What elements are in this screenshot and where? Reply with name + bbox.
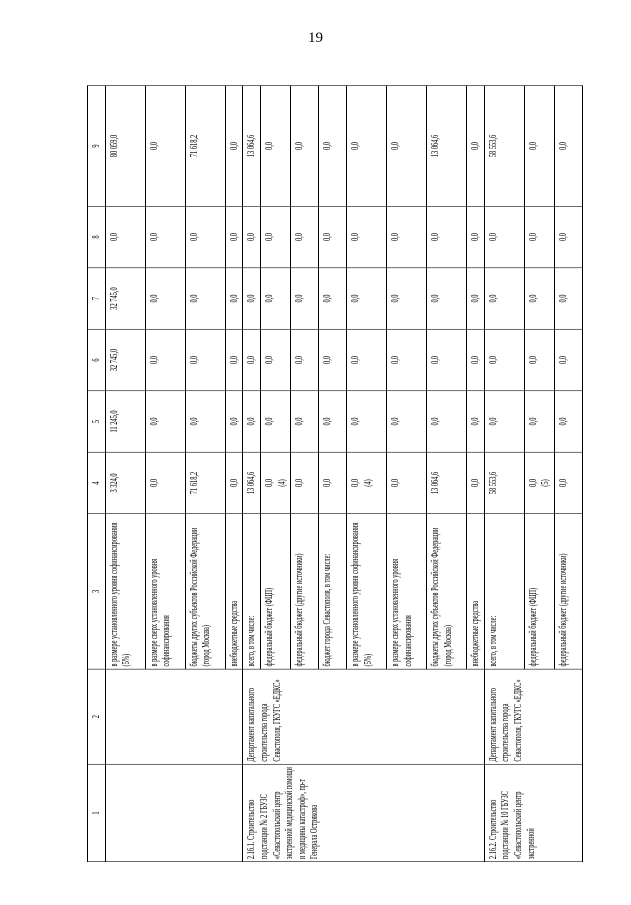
executor-cell: Департамент капитального строительства города Севастополя, ГКУГС «ЕДКС»	[243, 669, 485, 764]
footnote-ref: (5)	[539, 479, 552, 487]
table-row	[105, 86, 145, 862]
value-cell: 0,0	[243, 329, 261, 390]
value-cell: 0,0	[524, 268, 554, 329]
value-cell: 58 553,6	[484, 452, 524, 513]
column-header: 5	[88, 391, 106, 452]
value-cell: 0,0	[225, 391, 243, 452]
value-cell: 0,0	[467, 329, 485, 390]
value-cell: 0,0	[555, 86, 583, 207]
value-cell: 0,0	[427, 268, 467, 329]
value-cell: 0,0	[260, 268, 290, 329]
object-cell: 2.16.2. Строительство подстанции № 10 ГБУЗС «Севастопольский центр экстренной	[484, 764, 582, 861]
value-cell: 71 618,2	[185, 86, 225, 207]
value-cell: 0,0	[467, 391, 485, 452]
value-cell: 58 553,6	[484, 86, 524, 207]
column-header: 2	[88, 669, 106, 764]
value-cell: 0,0	[260, 391, 290, 452]
source-cell: всего, в том числе:	[484, 514, 524, 669]
value-cell: 71 618,2	[185, 452, 225, 513]
value-cell: 0,0	[291, 452, 319, 513]
value-cell: 0,0	[524, 391, 554, 452]
table-row	[243, 86, 261, 862]
value-cell: 0,0	[524, 206, 554, 267]
source-cell: бюджет города Севастополя, в том числе:	[319, 514, 347, 669]
value-cell: 0,0	[260, 86, 290, 207]
value-cell: 0,0	[467, 452, 485, 513]
source-cell: бюджеты других субъектов Российской Федерации (город Москва)	[427, 514, 467, 669]
value-cell: 0,0	[243, 391, 261, 452]
value-cell: 0,0	[347, 391, 387, 452]
value-text: 0,0	[526, 478, 539, 487]
value-cell: 0,0	[319, 329, 347, 390]
column-header: 1	[88, 764, 106, 861]
column-header: 3	[88, 514, 106, 669]
value-cell: 0,0	[387, 268, 427, 329]
value-cell: 0,0	[145, 268, 185, 329]
budget-table	[87, 85, 583, 862]
value-cell: 0,0	[291, 268, 319, 329]
value-cell: 0,0	[185, 268, 225, 329]
value-cell: 13 064,6	[243, 86, 261, 207]
rotated-table-area	[87, 86, 570, 862]
value-cell: 0,0	[260, 329, 290, 390]
value-text: 0,0	[262, 478, 275, 487]
value-cell: 0,0	[555, 329, 583, 390]
value-cell: 0,0	[555, 268, 583, 329]
source-cell: федеральный бюджет (другие источники)	[555, 514, 583, 669]
value-cell	[260, 452, 290, 513]
executor-cell: Департамент капитального строительства города Севастополя, ГКУГС «ЕДКС»	[484, 669, 582, 764]
source-cell: всего, в том числе:	[243, 514, 261, 669]
value-cell: 0,0	[555, 206, 583, 267]
value-cell: 0,0	[291, 329, 319, 390]
value-cell: 0,0	[387, 452, 427, 513]
value-cell: 0,0	[243, 268, 261, 329]
source-cell: внебюджетные средства	[467, 514, 485, 669]
value-cell: 0,0	[319, 268, 347, 329]
object-cell: 2.16.1. Строительство подстанции № 2 ГБУЗС «Севастопольский центр экстренной медицинской помощи и медицины катастроф», пр-т Генерала Острякова	[243, 764, 485, 861]
source-cell: в размере сверх установленного уровня софинансирования	[387, 514, 427, 669]
value-cell: 0,0	[319, 452, 347, 513]
value-text: 0,0	[349, 478, 362, 487]
value-cell: 0,0	[427, 206, 467, 267]
value-cell: 0,0	[225, 329, 243, 390]
value-cell: 0,0	[225, 86, 243, 207]
value-cell: 0,0	[467, 268, 485, 329]
value-cell: 0,0	[387, 329, 427, 390]
value-cell: 0,0	[145, 86, 185, 207]
value-cell: 0,0	[243, 206, 261, 267]
value-cell: 0,0	[427, 329, 467, 390]
value-cell: 0,0	[387, 86, 427, 207]
value-cell: 0,0	[291, 206, 319, 267]
object-cell	[105, 764, 243, 861]
value-cell: 32 745,0	[105, 268, 145, 329]
source-cell: в размере сверх установленного уровня софинансирования	[145, 514, 185, 669]
table-row	[484, 86, 524, 862]
value-cell: 0,0	[145, 391, 185, 452]
value-cell: 13 064,6	[427, 452, 467, 513]
source-cell: в размере установленного уровня софинансирования (5%)	[105, 514, 145, 669]
value-cell: 0,0	[555, 452, 583, 513]
value-cell: 0,0	[145, 206, 185, 267]
value-cell: 0,0	[185, 206, 225, 267]
value-cell: 13 064,6	[427, 86, 467, 207]
value-cell: 0,0	[427, 391, 467, 452]
value-cell: 0,0	[145, 329, 185, 390]
source-cell: федеральный бюджет (ФЦП)	[524, 514, 554, 669]
value-cell: 0,0	[319, 391, 347, 452]
value-cell: 0,0	[260, 206, 290, 267]
value-cell: 0,0	[105, 206, 145, 267]
value-cell: 80 059,0	[105, 86, 145, 207]
value-cell: 0,0	[467, 86, 485, 207]
value-cell: 0,0	[347, 268, 387, 329]
value-cell: 0,0	[387, 206, 427, 267]
value-cell: 3 324,0	[105, 452, 145, 513]
value-cell: 0,0	[524, 86, 554, 207]
column-header: 8	[88, 206, 106, 267]
source-cell: федеральный бюджет (другие источники)	[291, 514, 319, 669]
value-cell: 0,0	[319, 206, 347, 267]
value-cell: 0,0	[484, 206, 524, 267]
value-cell: 0,0	[185, 391, 225, 452]
footnote-ref: (4)	[275, 479, 288, 487]
value-cell: 0,0	[524, 329, 554, 390]
value-cell: 0,0	[347, 206, 387, 267]
value-cell: 0,0	[467, 206, 485, 267]
value-cell: 0,0	[319, 86, 347, 207]
value-cell: 0,0	[225, 206, 243, 267]
column-header: 4	[88, 452, 106, 513]
executor-cell	[105, 669, 243, 764]
value-cell: 0,0	[484, 329, 524, 390]
value-cell: 13 064,6	[243, 452, 261, 513]
value-cell: 0,0	[145, 452, 185, 513]
value-cell	[347, 452, 387, 513]
value-cell: 0,0	[291, 86, 319, 207]
source-cell: бюджеты других субъектов Российской Федерации (город Москва)	[185, 514, 225, 669]
value-cell: 0,0	[387, 391, 427, 452]
column-header: 6	[88, 329, 106, 390]
column-header: 7	[88, 268, 106, 329]
value-cell: 11 245,0	[105, 391, 145, 452]
value-cell: 32 745,0	[105, 329, 145, 390]
column-header: 9	[88, 86, 106, 207]
footnote-ref: (4)	[361, 479, 374, 487]
value-cell: 0,0	[291, 391, 319, 452]
value-cell	[524, 452, 554, 513]
page-number: 19	[308, 30, 323, 46]
source-cell: внебюджетные средства	[225, 514, 243, 669]
value-cell: 0,0	[347, 329, 387, 390]
value-cell: 0,0	[347, 86, 387, 207]
source-cell: в размере установленного уровня софинансирования (5%)	[347, 514, 387, 669]
value-cell: 0,0	[225, 452, 243, 513]
value-cell: 0,0	[555, 391, 583, 452]
value-cell: 0,0	[185, 329, 225, 390]
value-cell: 0,0	[484, 268, 524, 329]
value-cell: 0,0	[484, 391, 524, 452]
value-cell: 0,0	[225, 268, 243, 329]
source-cell: федеральный бюджет (ФЦП)	[260, 514, 290, 669]
